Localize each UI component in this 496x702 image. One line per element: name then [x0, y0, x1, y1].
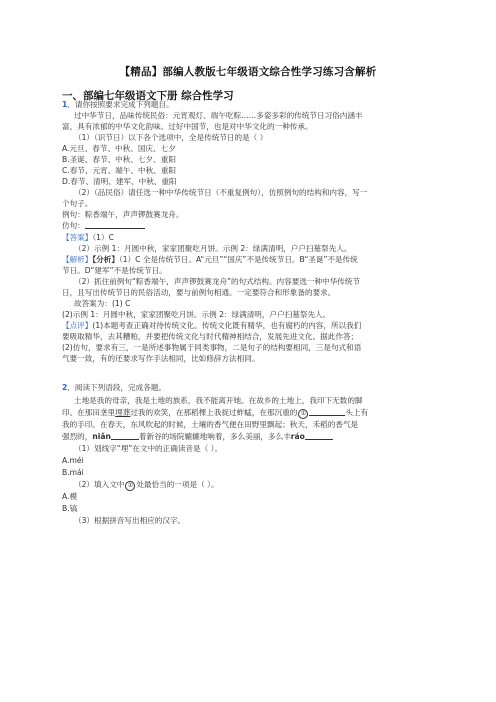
answer-line	[62, 232, 438, 243]
analysis-line-2-cont: 日，且写出传统节日的民俗活动，要与前例句相通。一定要符合和形象备的要求。	[62, 288, 336, 297]
answer-blank	[85, 220, 145, 229]
passage-text: 头上有	[345, 408, 369, 417]
question-1-heading	[62, 99, 438, 110]
option-d: D.春节、清明、建军、中秋、重阳	[62, 177, 177, 186]
sub-question-1: （1）（识节日）以下各个选项中，全是传统节日的是（ ）	[74, 133, 268, 142]
example-sentence: 例句：粽香端午，声声锣鼓赛龙舟。	[62, 210, 184, 219]
comment-line	[62, 320, 438, 331]
analysis-line-2: （2）抓住前例句“粽香端午，声声锣鼓赛龙舟”的句式结构。内容要选一种中华传统节	[74, 277, 361, 286]
circle-one-marker: ①	[298, 409, 308, 419]
passage-line: 我的手印。在春天，东风吹起的时候，土壤的香气便在田野里飘起；秋天，禾稻的香气是	[62, 420, 359, 429]
sub-question-text: （2）填入文中	[74, 480, 125, 489]
option-a: A.méi	[62, 456, 84, 465]
comment-tag: 【点评】	[62, 321, 93, 330]
passage-text: 过我的欢笑，在那稻棵上我捉过蚱蜢，在那沉重的	[130, 408, 298, 417]
sub-question-text: 处最恰当的一项是（ ）。	[136, 480, 219, 489]
comment-line: 气要一致，有的还要求写作手法相同，比如修辞方法相同。	[62, 354, 260, 363]
question-intro: 阅读下列语段，完成各题。	[74, 383, 167, 392]
final-answer-line-2: (2)示例 1：月圆中秋，家家团聚吃月饼。示例 2：绿满清明，户户扫墓祭先人。	[62, 310, 331, 319]
final-answer-line: 故答案为：(1) C	[74, 299, 131, 308]
fill-blank	[305, 431, 333, 440]
option-b: B.圣诞、春节、中秋、七夕、重阳	[62, 155, 176, 164]
comment-text: (1)本题考查正确对待传统文化。传统文化既有精华，也有腐朽的内容，所以我们	[92, 321, 362, 330]
passage-line: 土地是我的母亲，我是土地的族系，我不能离开她。在故乡的土地上，我印下无数的脚	[74, 396, 363, 405]
sub-question-1: （1）划线字“埋”在文中的正确读音是（ ）。	[74, 444, 222, 453]
fill-blank	[111, 431, 139, 440]
analysis-line-cont: 节日。D“建军”不是传统节日。	[62, 266, 167, 275]
option-c: C.春节、元宵、端午、中秋、重阳	[62, 166, 177, 175]
circle-one-marker: ①	[125, 481, 135, 491]
option-b: B.mái	[62, 468, 84, 477]
passage-line	[62, 407, 438, 419]
passage-line	[62, 431, 438, 442]
question-number: 1．	[62, 100, 75, 109]
sub-question-2: （2）（品民俗）请任选一种中华传统节日（不重复例句），仿照例句的结构和内容，写一	[74, 188, 368, 197]
pinyin-text: niǎn	[92, 432, 111, 441]
option-a: A.元旦、春节、中秋、国庆、七夕	[62, 144, 176, 153]
comment-line: (2)仿句，要求有三，一是所述事物属于同类事物，二是句子的结构要相同，三是句式和语	[62, 343, 362, 352]
answer-tag: 【答案】	[62, 233, 93, 242]
sub-question-3: （3）根据拼音写出相应的汉字。	[74, 516, 186, 525]
comment-line: 要吸取精华，去其糟粕，并要把传统文化与时代精神相结合，发展先进文化。据此作答；	[62, 332, 359, 341]
paragraph-line: 过中华节日，品味传统民俗：元宵观灯、端午吃粽……多姿多彩的传统节日习俗内涵丰	[74, 111, 363, 120]
pinyin-text: ráo	[290, 432, 305, 441]
fill-blank	[309, 407, 345, 416]
question-intro: 请你按照要求完成下列题目。	[74, 100, 174, 109]
answer-text: （1）C	[92, 233, 114, 242]
analysis-tag: 【解析】	[62, 255, 93, 264]
question-number: 2．	[62, 383, 75, 392]
passage-text: 强烈的，	[62, 432, 93, 441]
question-2-heading	[62, 382, 438, 393]
analysis-text: （1）C 全是传统节日。A“元旦”“国庆”不是传统节日。B“圣诞”不是传统	[118, 255, 358, 264]
passage-text: 印。在那田垄里	[62, 408, 116, 417]
document-title: 【精品】部编人教版七年级语文综合性学习练习含解析	[119, 66, 377, 78]
sub-question-2	[74, 479, 438, 491]
paragraph-line: 富，具有浓郁的中华文化韵味。过好中国节，也是对中华文化的一种传承。	[62, 122, 313, 131]
underlined-word: 埋葬	[115, 408, 131, 417]
passage-text: 着新谷的场院辘辘地响着，多么美丽，多么丰	[138, 432, 291, 441]
analysis-line	[62, 254, 438, 265]
option-b: B.镐	[62, 504, 78, 513]
option-a: A.模	[62, 492, 78, 501]
answer-line-2: （2）示例 1：月圆中秋，家家团聚吃月饼。示例 2：绿满清明，户户扫墓祭先人。	[74, 244, 352, 253]
sub-question-2-cont: 个句子。	[62, 199, 93, 208]
imitate-line	[62, 220, 438, 231]
section-heading: 一、部编七年级语文下册 综合性学习	[62, 90, 234, 102]
imitate-label: 仿句：	[62, 221, 85, 230]
analysis-subtag: 【分析】	[92, 255, 119, 264]
